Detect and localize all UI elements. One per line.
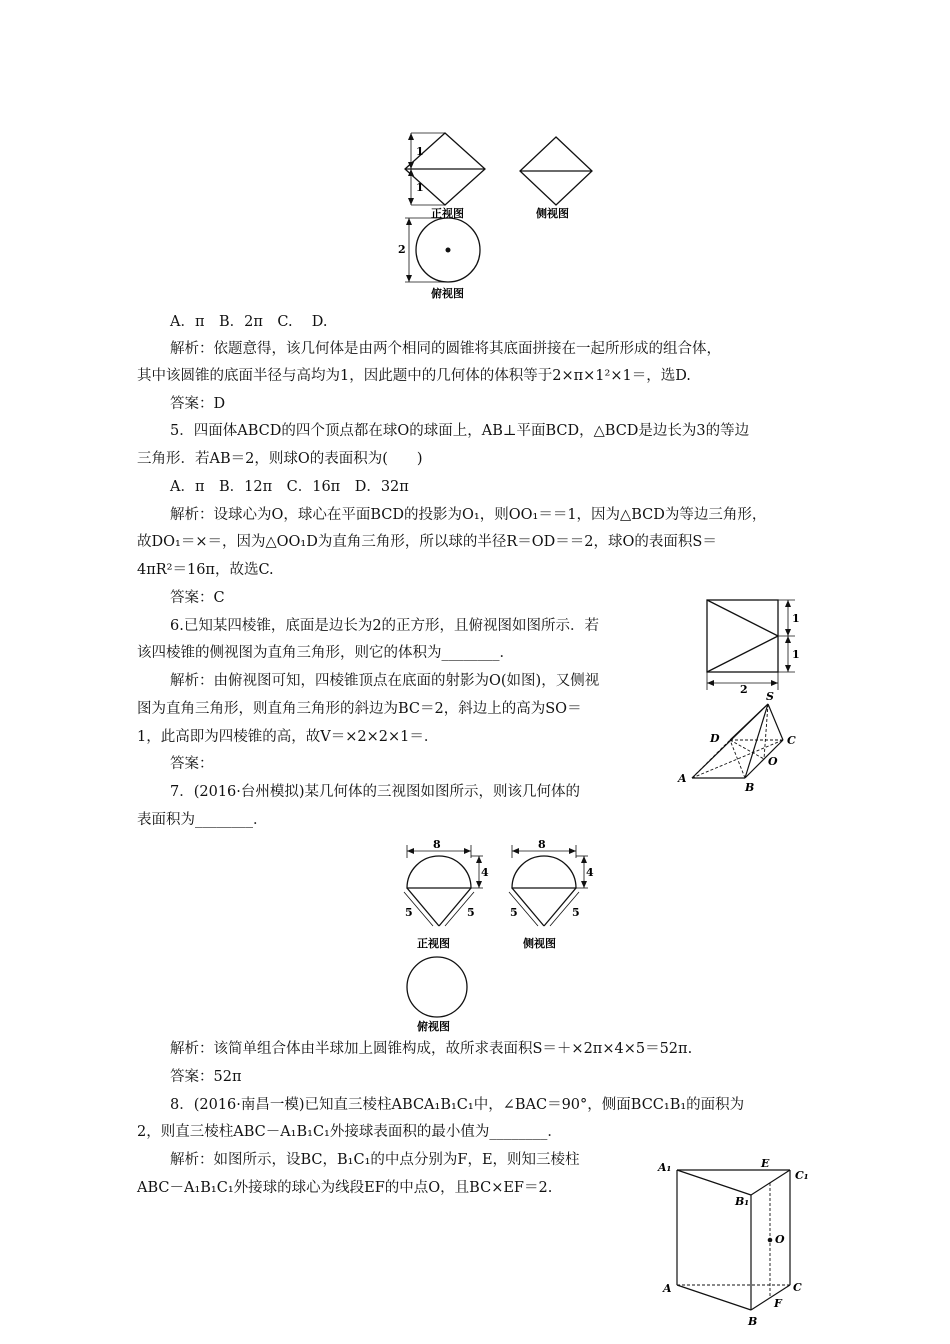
- q6-vertex-B: B: [745, 781, 755, 794]
- q7-front-slant-left-label: 5: [405, 906, 413, 919]
- q6-stem-line-1: 6.已知某四棱锥，底面是边长为2的正方形，且俯视图如图所示．若: [170, 618, 600, 634]
- q8-vertex-A: A: [663, 1282, 672, 1295]
- q7-stem-line-2: 表面积为________．: [137, 812, 268, 828]
- q5-analysis-line-1: 解析：设球心为O，球心在平面BCD的投影为O₁，则OO₁＝＝1，因为△BCD为等边三角形，: [170, 507, 767, 523]
- q6-vertex-S: S: [766, 690, 774, 703]
- q7-front-view-caption: 正视图: [417, 937, 450, 950]
- q4-options: A．π B．2π C. D.: [170, 314, 328, 330]
- q5-analysis-line-3: 4πR²＝16π，故选C.: [137, 562, 274, 578]
- q4-answer: 答案：D: [170, 396, 226, 412]
- q4-three-view-figure: [395, 125, 595, 305]
- q7-front-height-label: 4: [481, 866, 489, 879]
- q8-vertex-B1: B₁: [735, 1195, 750, 1208]
- q8-vertex-B: B: [748, 1315, 758, 1328]
- q7-three-view-figure: [395, 838, 605, 1033]
- q7-side-slant-right-label: 5: [572, 906, 580, 919]
- q8-center-O: O: [775, 1233, 785, 1246]
- q6-dim-label-width: 2: [740, 683, 748, 696]
- q4-top-view-caption: 俯视图: [431, 287, 464, 300]
- q8-vertex-C1: C₁: [795, 1169, 809, 1182]
- q4-analysis-line-1: 解析：依题意得，该几何体是由两个相同的圆锥将其底面拼接在一起所形成的组合体，: [170, 341, 721, 357]
- q8-point-E: E: [761, 1157, 770, 1170]
- q8-vertex-C: C: [793, 1281, 802, 1294]
- q5-analysis-line-2: 故DO₁＝×＝，因为△OO₁D为直角三角形，所以球的半径R＝OD＝＝2，球O的表面积S＝: [137, 534, 717, 550]
- q4-front-view-caption: 正视图: [431, 207, 464, 220]
- q6-dim-label-top: 1: [792, 612, 800, 625]
- q6-stem-line-2: 该四棱锥的侧视图为直角三角形，则它的体积为________．: [137, 645, 514, 661]
- q7-side-view-caption: 侧视图: [523, 937, 556, 950]
- q6-vertex-A: A: [678, 772, 687, 785]
- q8-prism-figure: [655, 1155, 815, 1327]
- q8-point-F: F: [774, 1297, 782, 1310]
- q8-analysis-line-2: ABC－A₁B₁C₁外接球的球心为线段EF的中点O，且BC×EF＝2.: [137, 1180, 553, 1196]
- q7-side-slant-left-label: 5: [510, 906, 518, 919]
- q8-analysis-line-1: 解析：如图所示，设BC，B₁C₁的中点分别为F，E，则知三棱柱: [170, 1152, 580, 1168]
- q5-stem-line-2: 三角形．若AB＝2，则球O的表面积为( ): [137, 451, 423, 467]
- q6-analysis-line-3: 1，此高即为四棱锥的高，故V＝×2×2×1＝．: [137, 729, 439, 745]
- q7-answer: 答案：52π: [170, 1069, 242, 1085]
- q6-analysis-line-1: 解析：由俯视图可知，四棱锥顶点在底面的射影为O(如图)，又侧视: [170, 673, 600, 689]
- q7-side-width-label: 8: [538, 838, 546, 851]
- q4-diameter-label: 2: [398, 243, 406, 256]
- q8-vertex-A1: A₁: [658, 1161, 672, 1174]
- q6-vertex-D: D: [710, 732, 720, 745]
- q5-stem-line-1: 5．四面体ABCD的四个顶点都在球O的球面上，AB⊥平面BCD，△BCD是边长为3的等边: [170, 423, 750, 439]
- q6-dim-label-bottom: 1: [792, 648, 800, 661]
- q7-side-height-label: 4: [586, 866, 594, 879]
- q7-front-width-label: 8: [433, 838, 441, 851]
- q6-pyramid-figure: [675, 690, 810, 795]
- q6-top-view-figure: [700, 594, 810, 694]
- q6-point-O: O: [768, 755, 778, 768]
- q4-height-label-1: 1: [416, 145, 424, 158]
- q5-options: A．π B．12π C．16π D．32π: [170, 479, 409, 495]
- q7-top-view-caption: 俯视图: [417, 1020, 450, 1033]
- q8-stem-line-1: 8．(2016·南昌一模)已知直三棱柱ABCA₁B₁C₁中，∠BAC＝90°，侧面BCC₁B₁的面积为: [170, 1097, 745, 1113]
- q6-vertex-C: C: [787, 734, 796, 747]
- q4-side-view-caption: 侧视图: [536, 207, 569, 220]
- q4-analysis-line-2: 其中该圆锥的底面半径与高均为1，因此题中的几何体的体积等于2×π×1²×1＝，选D.: [137, 368, 691, 384]
- q7-front-slant-right-label: 5: [467, 906, 475, 919]
- q6-analysis-line-2: 图为直角三角形，则直角三角形的斜边为BC＝2，斜边上的高为SO＝: [137, 701, 582, 717]
- q7-stem-line-1: 7．(2016·台州模拟)某几何体的三视图如图所示，则该几何体的: [170, 784, 581, 800]
- q4-height-label-2: 1: [416, 181, 424, 194]
- q8-stem-line-2: 2，则直三棱柱ABC－A₁B₁C₁外接球表面积的最小值为________．: [137, 1124, 562, 1140]
- q5-answer: 答案：C: [170, 590, 225, 606]
- q6-answer: 答案：: [170, 756, 214, 772]
- q7-analysis: 解析：该简单组合体由半球加上圆锥构成，故所求表面积S＝＋×2π×4×5＝52π.: [170, 1041, 693, 1057]
